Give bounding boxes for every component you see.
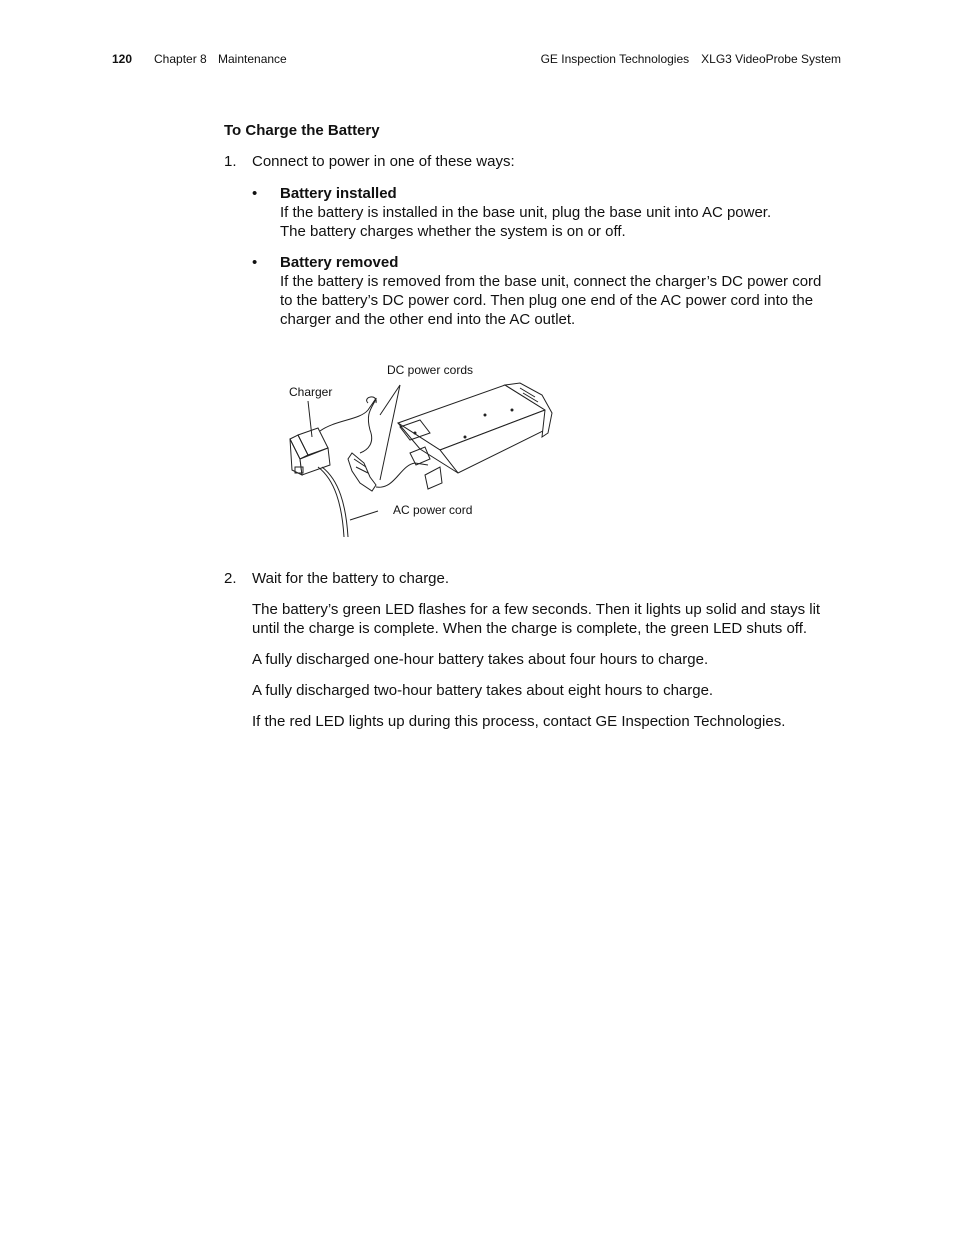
step-paragraph: A fully discharged two-hour battery takes about eight hours to charge. xyxy=(252,682,714,699)
step-paragraph: If the red LED lights up during this process, contact GE Inspection Technologies. xyxy=(252,713,786,730)
battery-dc-cord xyxy=(376,463,428,487)
charger-label: Charger xyxy=(289,385,333,399)
dc-cord-from-charger xyxy=(320,398,376,453)
bullet-line: If the battery is removed from the base unit, connect the charger’s DC power cord xyxy=(280,273,822,290)
bullet-symbol: • xyxy=(252,185,258,202)
step-paragraph: A fully discharged one-hour battery takes about four hours to charge. xyxy=(252,651,709,668)
page-header xyxy=(0,52,954,70)
step-2-content xyxy=(224,569,844,731)
leader-ac xyxy=(350,511,378,520)
dc-connector xyxy=(348,453,376,491)
bullet-line: to the battery’s DC power cord. Then plug one end of the AC power cord into the xyxy=(280,292,814,309)
step-number: 2. xyxy=(224,570,237,587)
company-name: GE Inspection Technologies xyxy=(540,52,690,66)
step-1 xyxy=(224,152,844,329)
bullet-title: Battery removed xyxy=(280,254,399,271)
bullet-line: If the battery is installed in the base unit, plug the base unit into AC power. xyxy=(280,204,772,221)
ac-cord-line xyxy=(318,467,344,537)
product-name: XLG3 VideoProbe System xyxy=(701,52,841,66)
bullet-line: The battery charges whether the system is on or off. xyxy=(280,223,626,240)
dc-power-cords-label: DC power cords xyxy=(387,363,474,377)
step-number: 1. xyxy=(224,153,237,170)
bullet-battery-removed xyxy=(252,253,844,329)
header-right xyxy=(541,52,841,66)
bullet-line: charger and the other end into the AC outlet. xyxy=(280,311,576,328)
bullet-title: Battery installed xyxy=(280,185,397,202)
step-text: Wait for the battery to charge. xyxy=(252,570,450,587)
ac-power-cord-label: AC power cord xyxy=(393,503,473,517)
chapter-label: Chapter 8 xyxy=(154,52,207,66)
section-label: Maintenance xyxy=(218,52,287,66)
main-content xyxy=(224,121,844,329)
section-title: To Charge the Battery xyxy=(224,122,380,139)
bullet-battery-installed xyxy=(252,184,844,241)
battery-charging-figure xyxy=(280,355,580,545)
step-paragraph: The battery’s green LED flashes for a few seconds. Then it lights up solid and stays lit until the charge is complete. When the charge is complete, the green LED shuts off. xyxy=(252,601,821,637)
step-2 xyxy=(224,569,844,731)
page-number: 120 xyxy=(112,52,133,66)
step-text: Connect to power in one of these ways: xyxy=(252,153,515,170)
bullet-symbol: • xyxy=(252,254,258,271)
